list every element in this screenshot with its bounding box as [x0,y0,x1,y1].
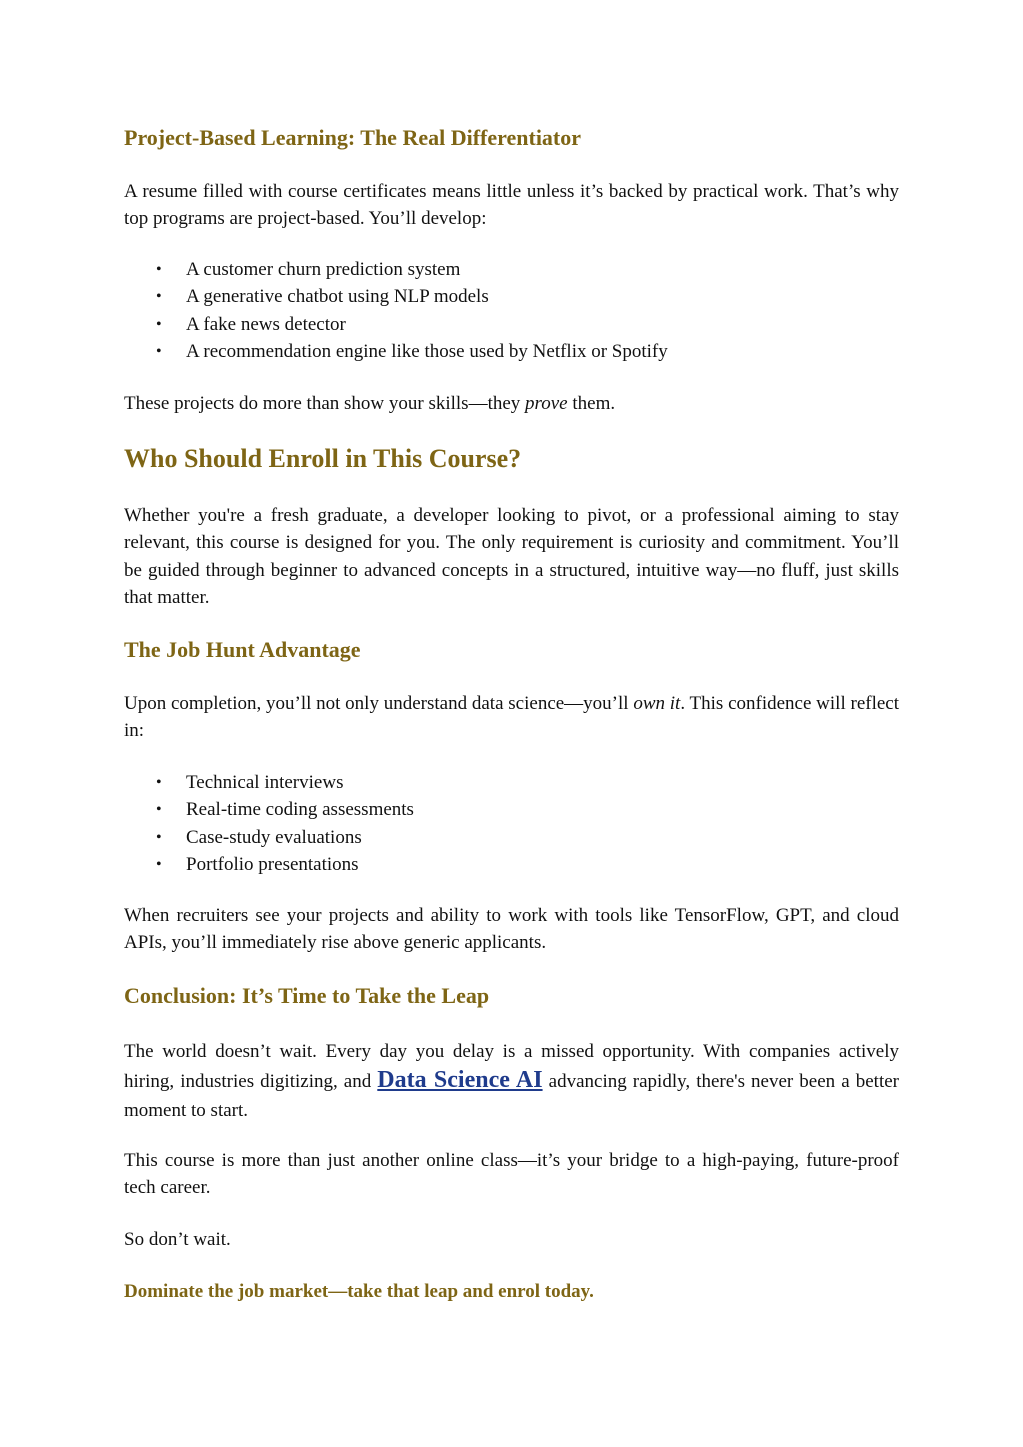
job-intro-emphasis: own it [633,693,681,714]
job-item [124,851,899,878]
conclusion-paragraph-3: So don’t wait. [124,1229,231,1250]
project-outro-emphasis: prove [525,393,568,414]
bullet-icon: • [156,774,162,791]
call-to-action: Dominate the job market—take that leap and enrol today. [124,1281,594,1302]
section-heading-conclusion: Conclusion: It’s Time to Take the Leap [124,983,490,1008]
bullet-icon: • [156,315,162,333]
job-intro [124,690,899,745]
job-item-text: Portfolio presentations [186,853,359,875]
job-list [124,769,899,878]
who-body: Whether you're a fresh graduate, a developer looking to pivot, or a professional aiming to stay relevant, this course is designed for you. The only requirement is curiosity and commitment. You’ll be guided through beginner to advanced concepts in a structured, intuitive way—no fluff, just skills that matter. [124,505,899,608]
project-outro-text: These projects do more than show your skills—they [124,393,526,414]
section-heading-job: The Job Hunt Advantage [124,637,361,662]
job-intro-text: Upon completion, you’ll not only understand data science—you’ll [124,693,634,714]
data-science-ai-link[interactable]: Data Science AI [377,1067,543,1093]
project-item-text: A fake news detector [186,313,346,335]
job-intro-end: . This confidence will reflect in: [124,693,900,742]
section-heading-who: Who Should Enroll in This Course? [124,444,522,473]
project-item-text: A recommendation engine like those used by Netflix or Spotify [186,340,668,362]
project-item [124,283,899,310]
job-item [124,769,899,796]
job-item [124,796,899,823]
project-item [124,338,899,365]
bullet-icon: • [156,261,162,278]
job-item-text: Real-time coding assessments [186,799,414,821]
project-item [124,311,899,338]
bullet-icon: • [156,855,162,873]
section-heading-project: Project-Based Learning: The Real Differentiator [124,125,582,150]
project-item [124,256,899,283]
bullet-icon: • [156,801,162,819]
conclusion-paragraph-1 [124,1037,899,1125]
conclusion-p1-end: advancing rapidly, there's never been a better moment to start. [124,1071,899,1121]
job-outro: When recruiters see your projects and ability to work with tools like TensorFlow, GPT, and cloud APIs, you’ll immediately rise above generic applicants. [124,905,899,954]
conclusion-paragraph-2: This course is more than just another online class—it’s your bridge to a high-paying, future-proof tech career. [124,1150,899,1199]
project-intro: A resume filled with course certificates means little unless it’s backed by practical work. That’s why top programs are project-based. You’ll develop: [124,181,899,230]
job-item [124,824,899,851]
bullet-icon: • [156,288,162,306]
project-list [124,256,899,365]
job-item-text: Case-study evaluations [186,826,362,848]
project-item-text: A generative chatbot using NLP models [186,286,489,308]
bullet-icon: • [156,828,162,846]
bullet-icon: • [156,342,162,360]
project-outro [124,390,899,417]
project-item-text: A customer churn prediction system [186,259,461,280]
project-outro-end: them. [567,393,616,414]
job-item-text: Technical interviews [186,772,344,793]
conclusion-p1-text: The world doesn’t wait. Every day you delay is a missed opportunity. With companies actively hiring, industries digitizing, and [124,1041,899,1092]
